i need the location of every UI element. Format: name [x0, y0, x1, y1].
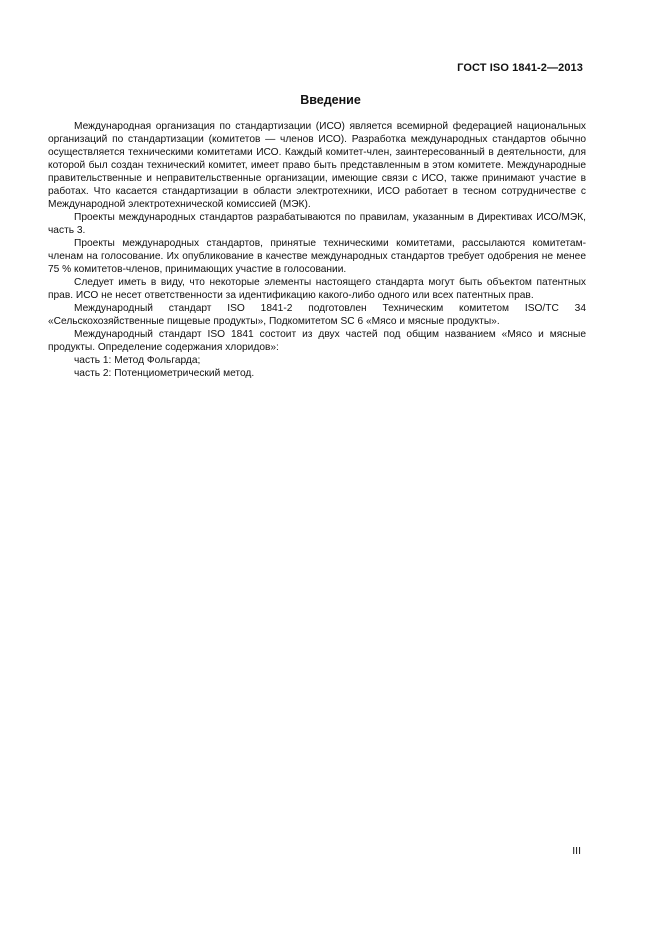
page-number: III	[572, 845, 581, 857]
section-title: Введение	[300, 93, 361, 107]
paragraph-committee: Международный стандарт ISO 1841-2 подготовлен Техническим комитетом ISO/TC 34 «Сельскохозяйственные пищевые продукты», Подкомитетом SC 6 «Мясо и мясные продукты».	[48, 303, 586, 327]
paragraph-iso-intro: Международная организация по стандартизации (ИСО) является всемирной федерацией национальных организаций по стандартизации (комитетов — членов ИСО). Разработка международных стандартов обычно осуществляется техническими комитетами ИСО. Каждый комитет-член, заинтересованный в деятельности, для которой был создан технический комитет, имеет право быть представленным в этом комитете. Международные правительственные и неправительственные организации, имеющие связи с ИСО, также принимают участие в работах. Что касается стандартизации в области электротехники, ИСО работает в тесном сотрудничестве с Международной электротехнической комиссией (МЭК).	[48, 121, 586, 210]
list-item-part-1: часть 1: Метод Фольгарда;	[74, 355, 201, 366]
body-text	[48, 120, 586, 380]
list-item-part-2: часть 2: Потенциометрический метод.	[74, 368, 255, 379]
paragraph-parts-intro: Международный стандарт ISO 1841 состоит из двух частей под общим названием «Мясо и мясные продукты. Определение содержания хлоридов»:	[48, 329, 586, 353]
paragraph-directives: Проекты международных стандартов разрабатываются по правилам, указанным в Директивах ИСО/МЭК, часть 3.	[48, 212, 586, 236]
standard-code: ГОСТ ISO 1841-2—2013	[457, 62, 583, 74]
paragraph-patents: Следует иметь в виду, что некоторые элементы настоящего стандарта могут быть объектом патентных прав. ИСО не несет ответственности за идентификацию какого-либо одного или всех патентных прав.	[48, 277, 586, 301]
paragraph-voting: Проекты международных стандартов, принятые техническими комитетами, рассылаются комитетам-членам на голосование. Их опубликование в качестве международных стандартов требует одобрения не менее 75 % комитетов-членов, принимающих участие в голосовании.	[48, 238, 586, 275]
